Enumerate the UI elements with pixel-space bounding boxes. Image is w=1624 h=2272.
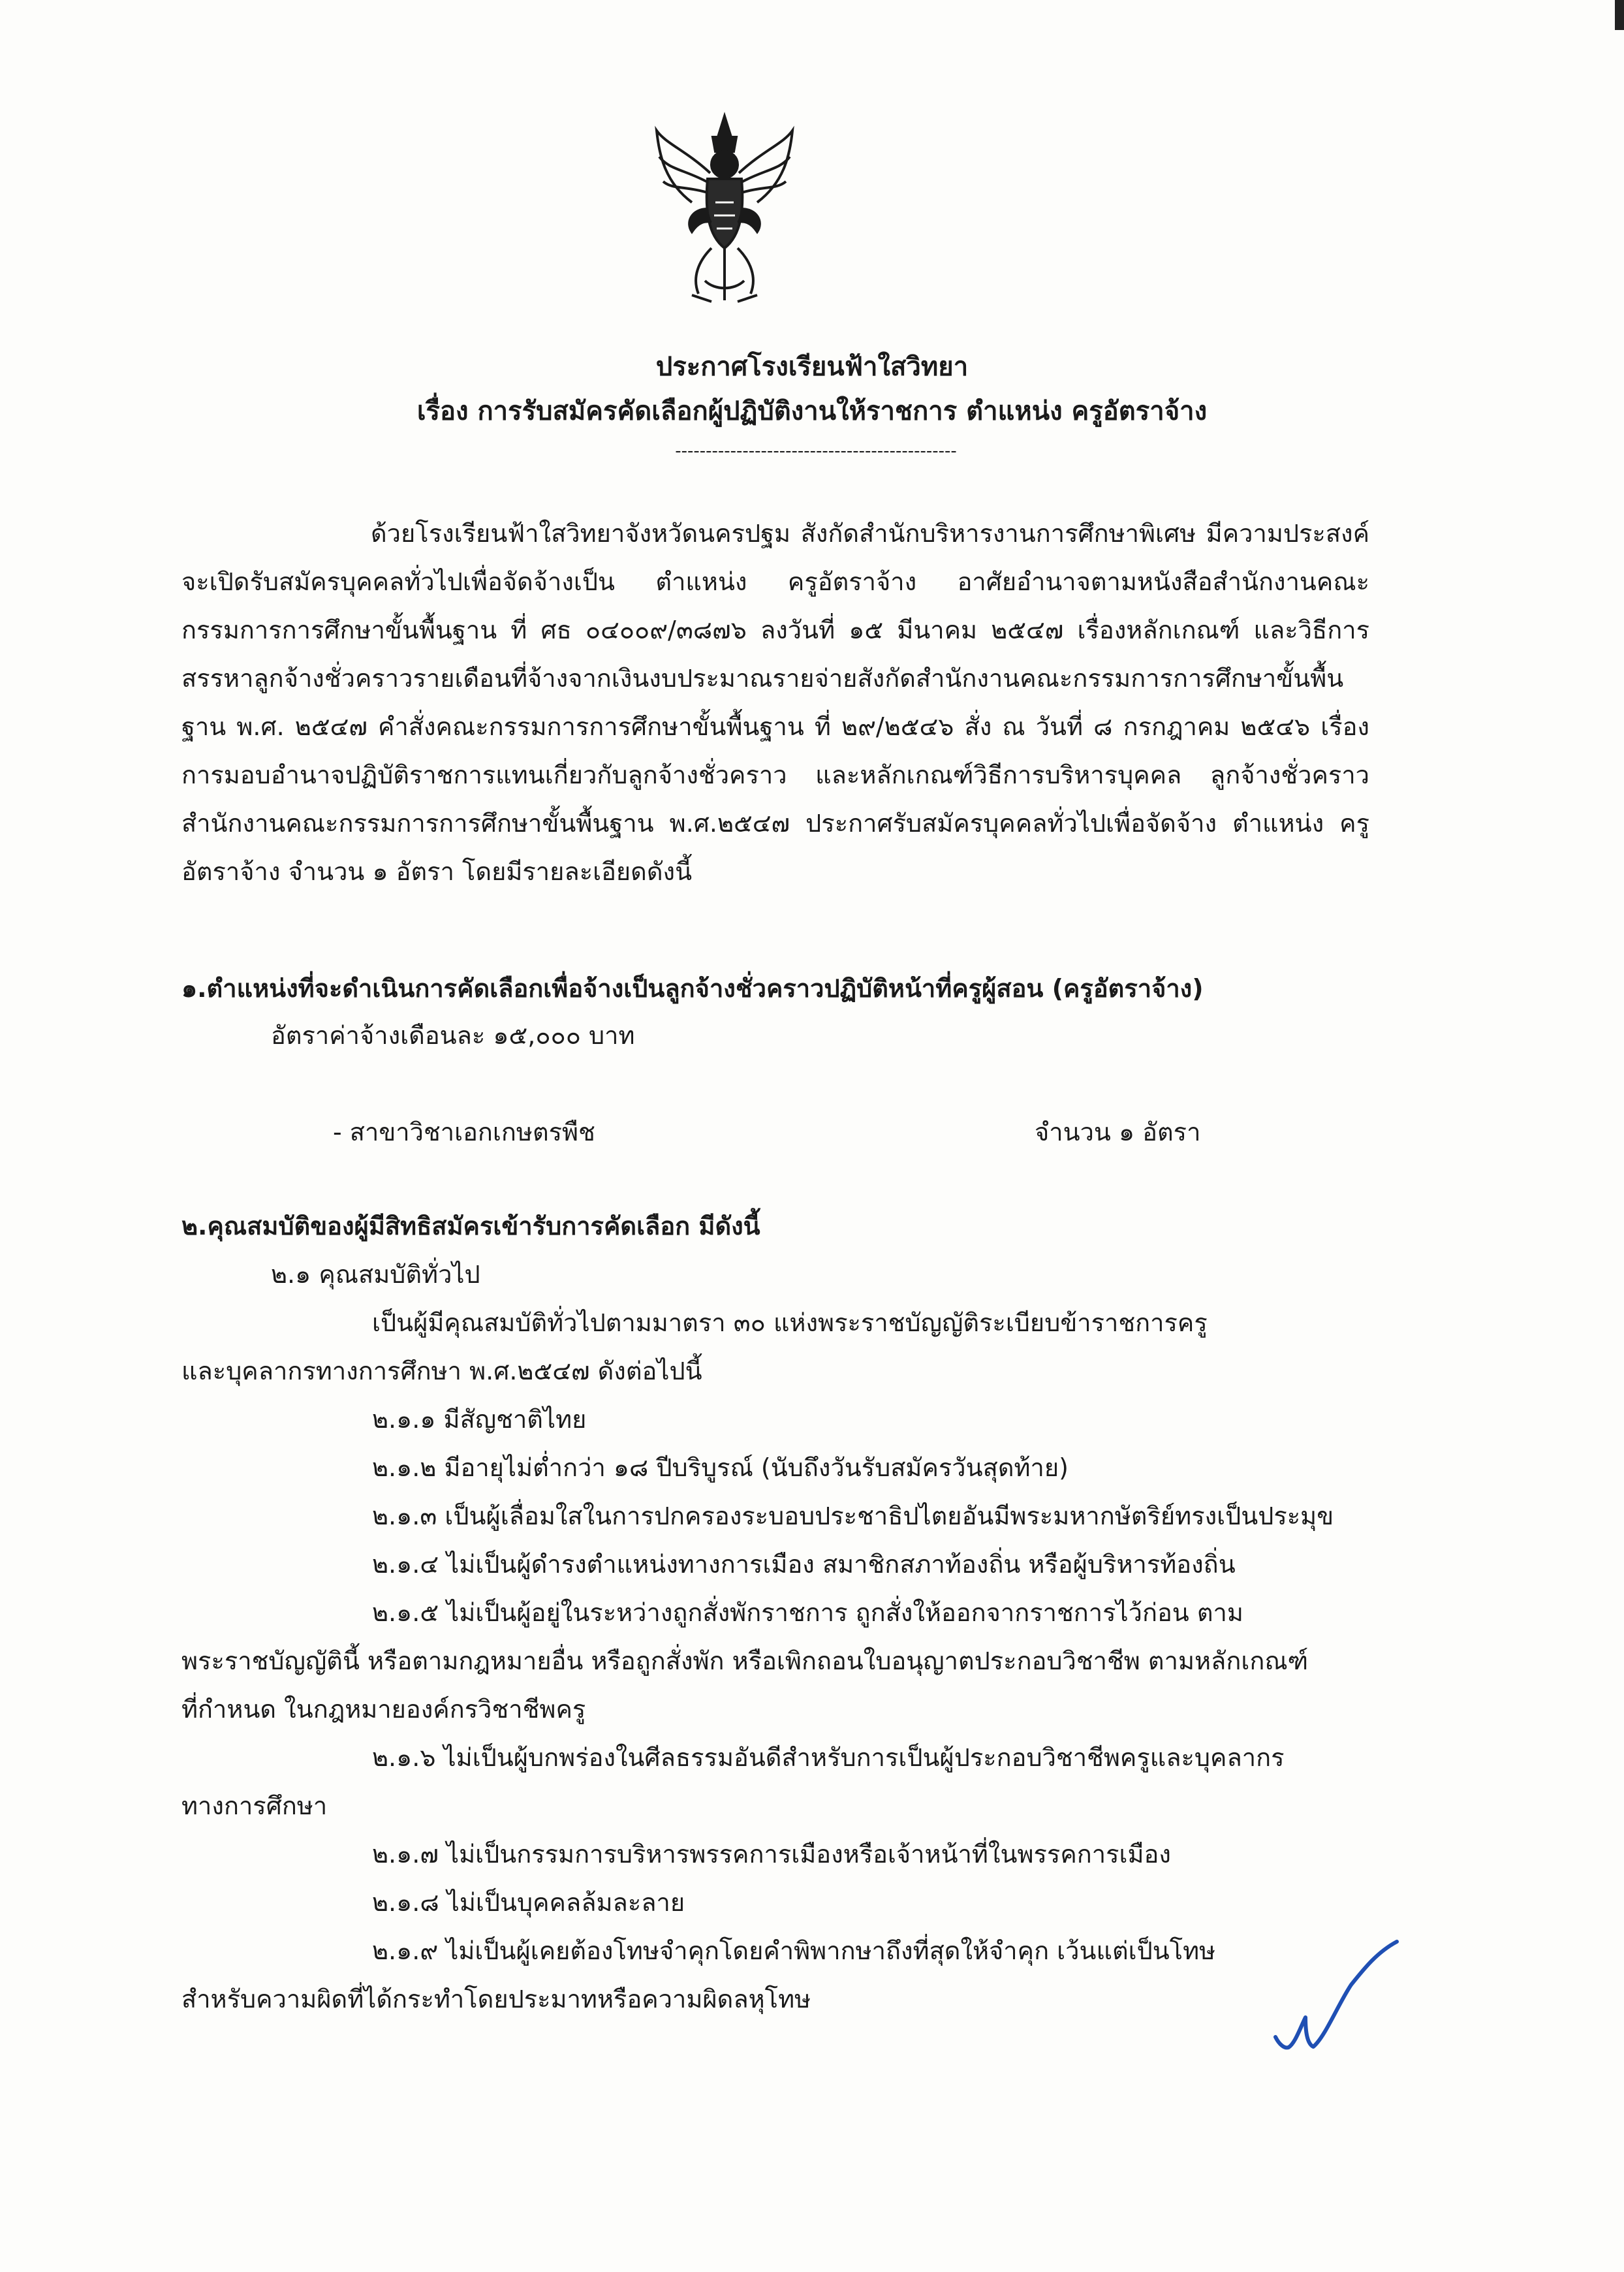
position-count: จำนวน ๑ อัตรา: [1035, 1118, 1201, 1146]
handwritten-signature-icon: [1266, 1939, 1410, 2070]
announcement-title: ประกาศโรงเรียนฟ้าใสวิทยา: [655, 352, 969, 382]
qualification-item: ๒.๑.๙ ไม่เป็นผู้เคยต้องโทษจำคุกโดยคำพิพากษาถึงที่สุดให้จำคุก เว้นแต่เป็นโทษ: [372, 1936, 1216, 1965]
qualification-item-continued: พระราชบัญญัตินี้ หรือตามกฎหมายอื่น หรือถูกสั่งพัก หรือเพิกถอนใบอนุญาตประกอบวิชาชีพ ตามหลักเกณฑ์: [181, 1647, 1309, 1675]
qualification-item-continued: ที่กำหนด ในกฎหมายองค์กรวิชาชีพครู: [181, 1695, 586, 1724]
garuda-emblem-icon: [653, 111, 796, 307]
qualification-item: ๒.๑.๗ ไม่เป็นกรรมการบริหารพรรคการเมืองหรือเจ้าหน้าที่ในพรรคการเมือง: [372, 1840, 1171, 1869]
qualification-item: ๒.๑.๕ ไม่เป็นผู้อยู่ในระหว่างถูกสั่งพักราชการ ถูกสั่งให้ออกจากราชการไว้ก่อน ตาม: [372, 1598, 1243, 1627]
qualification-item: ๒.๑.๒ มีอายุไม่ต่ำกว่า ๑๘ ปีบริบูรณ์ (นับถึงวันรับสมัครวันสุดท้าย): [372, 1453, 1069, 1482]
scan-edge-mark: [1615, 0, 1624, 30]
qualification-item: ๒.๑.๔ ไม่เป็นผู้ดำรงตำแหน่งทางการเมือง สมาชิกสภาท้องถิ่น หรือผู้บริหารท้องถิ่น: [372, 1550, 1236, 1579]
section2-heading: ๒.คุณสมบัติของผู้มีสิทธิสมัครเข้ารับการคัดเลือก มีดังนี้: [181, 1212, 760, 1240]
salary-text: อัตราค่าจ้างเดือนละ ๑๕,๐๐๐ บาท: [271, 1021, 635, 1050]
title-divider: ----------------------------------------------: [675, 441, 957, 461]
general-qualification-line1: เป็นผู้มีคุณสมบัติทั่วไปตามมาตรา ๓๐ แห่งพระราชบัญญัติระเบียบข้าราชการครู: [372, 1308, 1208, 1337]
qualification-item: ๒.๑.๖ ไม่เป็นผู้บกพร่องในศีลธรรมอันดีสำหรับการเป็นผู้ประกอบวิชาชีพครูและบุคลากร: [372, 1743, 1285, 1772]
qualification-item-continued: ทางการศึกษา: [181, 1791, 328, 1820]
qualification-item: ๒.๑.๘ ไม่เป็นบุคคลล้มละลาย: [372, 1888, 685, 1917]
qualification-item-continued: สำหรับความผิดที่ได้กระทำโดยประมาทหรือความผิดลหุโทษ: [181, 1985, 811, 2013]
qualification-item: ๒.๑.๓ เป็นผู้เลื่อมใสในการปกครองระบอบประชาธิปไตยอันมีพระมหากษัตริย์ทรงเป็นประมุข: [372, 1502, 1334, 1530]
section1-heading: ๑.ตำแหน่งที่จะดำเนินการคัดเลือกเพื่อจ้างเป็นลูกจ้างชั่วคราวปฏิบัติหน้าที่ครูผู้สอน (ครูอัตราจ้าง): [181, 974, 1204, 1003]
general-qualification-line2: และบุคลากรทางการศึกษา พ.ศ.๒๕๔๗ ดังต่อไปนี้: [181, 1357, 702, 1385]
section2-sub-heading: ๒.๑ คุณสมบัติทั่วไป: [271, 1260, 480, 1289]
intro-paragraph: ด้วยโรงเรียนฟ้าใสวิทยาจังหวัดนครปฐม สังกัดสำนักบริหารงานการศึกษาพิเศษ มีความประสงค์จะเปิดรับสมัครบุคคลทั่วไปเพื่อจัดจ้างเป็น ตำแหน่ง ครูอัตราจ้าง อาศัยอำนาจตามหนังสือสำนักงานคณะกรรมการการศึกษาขั้นพื้นฐาน ที่ ศธ ๐๔๐๐๙/๓๘๗๖ ลงวันที่ ๑๕ มีนาคม ๒๕๔๗ เรื่องหลักเกณฑ์ และวิธีการสรรหาลูกจ้างชั่วคราวรายเดือนที่จ้างจากเงินงบประมาณรายจ่ายสังกัดสำนักงานคณะกรรมการการศึกษาขั้นพื้นฐาน พ.ศ. ๒๕๔๗ คำสั่งคณะกรรมการการศึกษาขั้นพื้นฐาน ที่ ๒๙/๒๕๔๖ สั่ง ณ วันที่ ๘ กรกฎาคม ๒๕๔๖ เรื่อง การมอบอำนาจปฏิบัติราชการแทนเกี่ยวกับลูกจ้างชั่วคราว และหลักเกณฑ์วิธีการบริหารบุคคล ลูกจ้างชั่วคราว สำนักงานคณะกรรมการการศึกษาขั้นพื้นฐาน พ.ศ.๒๕๔๗ ประกาศรับสมัครบุคคลทั่วไปเพื่อจัดจ้าง ตำแหน่ง ครูอัตราจ้าง จำนวน ๑ อัตรา โดยมีรายละเอียดดังนี้: [181, 519, 1369, 886]
qualification-item: ๒.๑.๑ มีสัญชาติไทย: [372, 1405, 587, 1434]
announcement-subject: เรื่อง การรับสมัครคัดเลือกผู้ปฏิบัติงานให้ราชการ ตำแหน่ง ครูอัตราจ้าง: [416, 396, 1208, 426]
major-text: - สาขาวิชาเอกเกษตรพืช: [333, 1118, 595, 1146]
